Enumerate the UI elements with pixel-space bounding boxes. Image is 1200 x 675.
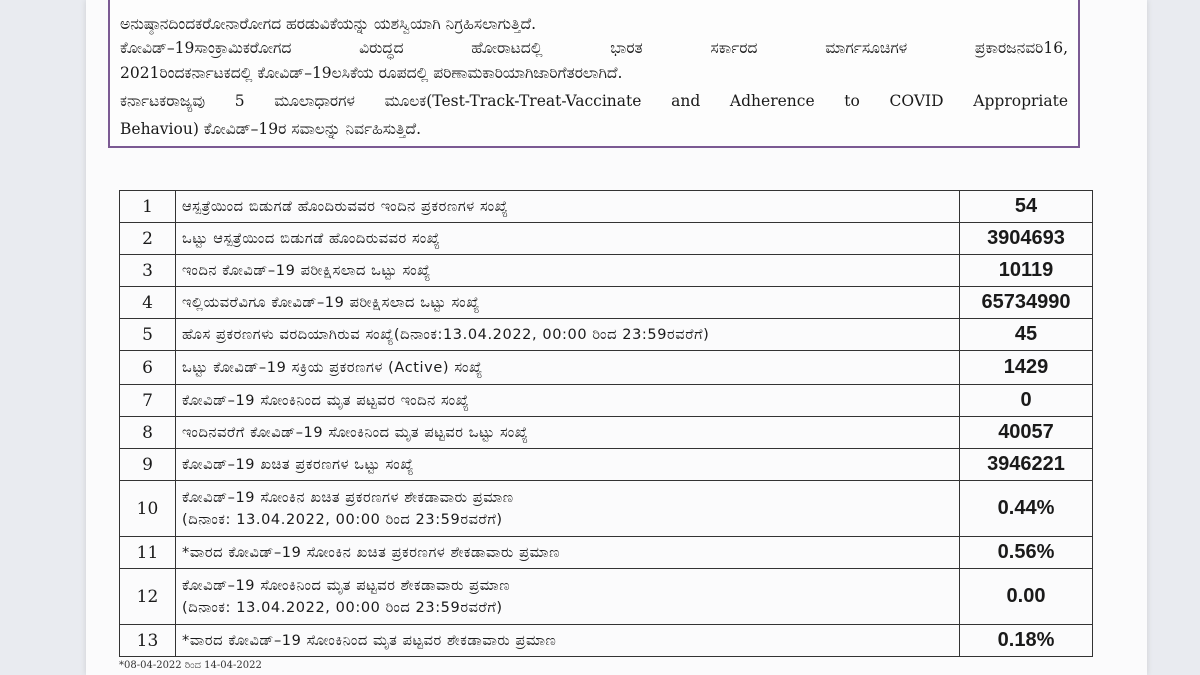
row-value: 0.18%	[960, 625, 1093, 657]
row-label	[176, 537, 960, 569]
row-number: 11	[120, 537, 176, 569]
table-row	[120, 569, 1093, 625]
row-value: 0	[960, 385, 1093, 417]
row-label-line: ಒಟ್ಟು ಕೋವಿಡ್–19 ಸಕ್ರಿಯ ಪ್ರಕರಣಗಳ (Active) ಸಂಖ್ಯೆ	[182, 359, 483, 376]
row-value: 45	[960, 319, 1093, 351]
row-number: 13	[120, 625, 176, 657]
table-row	[120, 537, 1093, 569]
row-label	[176, 385, 960, 417]
row-value: 40057	[960, 417, 1093, 449]
row-value: 65734990	[960, 287, 1093, 319]
row-label	[176, 625, 960, 657]
row-label-line: ಇಲ್ಲಿಯವರೆವಿಗೂ ಕೋವಿಡ್–19 ಪರೀಕ್ಷಿಸಲಾದ ಒಟ್ಟು ಸಂಖ್ಯೆ	[182, 294, 480, 311]
row-label	[176, 417, 960, 449]
row-value: 3904693	[960, 223, 1093, 255]
document-page	[86, 0, 1147, 675]
row-number: 9	[120, 449, 176, 481]
info-line: ಅನುಷ್ಠಾನದಿಂದಕರೋನಾರೋಗದ ಹರಡುವಿಕೆಯನ್ನು ಯಶಸ್ವಿಯಾಗಿ ನಿಗ್ರಹಿಸಲಾಗುತ್ತಿದೆ.	[120, 15, 537, 33]
info-box	[108, 0, 1080, 148]
row-label-line: (ದಿನಾಂಕ: 13.04.2022, 00:00 ರಿಂದ 23:59ರವರೆಗೆ)	[182, 599, 503, 616]
row-label-line: *ವಾರದ ಕೋವಿಡ್–19 ಸೋಂಕಿನ ಖಚಿತ ಪ್ರಕರಣಗಳ ಶೇಕಡಾವಾರು ಪ್ರಮಾಣ	[182, 544, 560, 561]
row-number: 1	[120, 191, 176, 223]
row-number: 8	[120, 417, 176, 449]
table-row	[120, 385, 1093, 417]
table-row	[120, 417, 1093, 449]
row-label	[176, 449, 960, 481]
row-value: 0.44%	[960, 481, 1093, 537]
row-label	[176, 319, 960, 351]
table-row	[120, 449, 1093, 481]
row-value: 3946221	[960, 449, 1093, 481]
row-number: 5	[120, 319, 176, 351]
row-label	[176, 223, 960, 255]
row-label	[176, 351, 960, 385]
row-label-line: ಕೋವಿಡ್–19 ಸೋಂಕಿನಿಂದ ಮೃತ ಪಟ್ಟವರ ಇಂದಿನ ಸಂಖ್ಯೆ	[182, 392, 470, 409]
row-label-line: ಇಂದಿನ ಕೋವಿಡ್–19 ಪರೀಕ್ಷಿಸಲಾದ ಒಟ್ಟು ಸಂಖ್ಯೆ	[182, 262, 431, 279]
row-label-line: ಕೋವಿಡ್–19 ಸೋಂಕಿನಿಂದ ಮೃತ ಪಟ್ಟವರ ಶೇಕಡಾವಾರು ಪ್ರಮಾಣ	[182, 577, 511, 594]
row-value: 0.56%	[960, 537, 1093, 569]
row-label-line: (ದಿನಾಂಕ: 13.04.2022, 00:00 ರಿಂದ 23:59ರವರೆಗೆ)	[182, 511, 503, 528]
row-label	[176, 287, 960, 319]
table-row	[120, 319, 1093, 351]
row-number: 4	[120, 287, 176, 319]
table-row	[120, 191, 1093, 223]
row-label-line: ಕೋವಿಡ್–19 ಸೋಂಕಿನ ಖಚಿತ ಪ್ರಕರಣಗಳ ಶೇಕಡಾವಾರು ಪ್ರಮಾಣ	[182, 489, 514, 506]
row-label	[176, 255, 960, 287]
row-number: 2	[120, 223, 176, 255]
row-value: 10119	[960, 255, 1093, 287]
table-row	[120, 223, 1093, 255]
row-label-line: ಹೊಸ ಪ್ರಕರಣಗಳು ವರದಿಯಾಗಿರುವ ಸಂಖ್ಯೆ(ದಿನಾಂಕ:13.04.2022, 00:00 ರಿಂದ 23:59ರವರೆಗೆ)	[182, 326, 710, 343]
row-label	[176, 191, 960, 223]
row-label-line: ಕೋವಿಡ್–19 ಖಚಿತ ಪ್ರಕರಣಗಳ ಒಟ್ಟು ಸಂಖ್ಯೆ	[182, 456, 414, 473]
row-label	[176, 481, 960, 537]
row-number: 3	[120, 255, 176, 287]
table-row	[120, 287, 1093, 319]
info-line: ಕೋವಿಡ್–19ಸಾಂಕ್ರಾಮಿಕರೋಗದ ವಿರುದ್ಧದ ಹೋರಾಟದಲ್ಲಿ ಭಾರತ ಸರ್ಕಾರದ ಮಾರ್ಗಸೂಚಿಗಳ ಪ್ರಕಾರಜನವರಿ16,	[120, 39, 1068, 57]
row-label-line: ಆಸ್ಪತ್ರೆಯಿಂದ ಬಿಡುಗಡೆ ಹೊಂದಿರುವವರ ಇಂದಿನ ಪ್ರಕರಣಗಳ ಸಂಖ್ಯೆ	[182, 198, 509, 215]
table-row	[120, 351, 1093, 385]
row-number: 12	[120, 569, 176, 625]
footnote: *08-04-2022 ರಿಂದ 14-04-2022	[119, 660, 262, 671]
row-value: 0.00	[960, 569, 1093, 625]
row-label-line: *ವಾರದ ಕೋವಿಡ್–19 ಸೋಂಕಿನಿಂದ ಮೃತ ಪಟ್ಟವರ ಶೇಕಡಾವಾರು ಪ್ರಮಾಣ	[182, 632, 557, 649]
info-line: 2021ರಿಂದಕರ್ನಾಟಕದಲ್ಲಿ ಕೋವಿಡ್–19ಲಸಿಕೆಯ ರೂಪದಲ್ಲಿ ಪರಿಣಾಮಕಾರಿಯಾಗಿಜಾರಿಗೆತರಲಾಗಿದೆ.	[120, 64, 623, 82]
table-row	[120, 481, 1093, 537]
info-line: Behaviou) ಕೋವಿಡ್–19ರ ಸವಾಲನ್ನು ನಿರ್ವಹಿಸುತ್ತಿದೆ.	[120, 120, 421, 138]
row-value: 1429	[960, 351, 1093, 385]
row-label	[176, 569, 960, 625]
table-row	[120, 255, 1093, 287]
row-number: 10	[120, 481, 176, 537]
row-value: 54	[960, 191, 1093, 223]
row-label-line: ಒಟ್ಟು ಆಸ್ಪತ್ರೆಯಿಂದ ಬಿಡುಗಡೆ ಹೊಂದಿರುವವರ ಸಂಖ್ಯೆ	[182, 230, 441, 247]
row-number: 6	[120, 351, 176, 385]
table-row	[120, 625, 1093, 657]
info-line: ಕರ್ನಾಟಕರಾಜ್ಯವು 5 ಮೂಲಾಧಾರಗಳ ಮೂಲಕ(Test-Track-Treat-Vaccinate and Adherence to COVID Appropriate	[120, 92, 1068, 110]
row-number: 7	[120, 385, 176, 417]
cropped-line	[120, 0, 1068, 12]
row-label-line: ಇಂದಿನವರೆಗೆ ಕೋವಿಡ್–19 ಸೋಂಕಿನಿಂದ ಮೃತ ಪಟ್ಟವರ ಒಟ್ಟು ಸಂಖ್ಯೆ	[182, 424, 529, 441]
covid-stats-table	[119, 190, 1093, 657]
